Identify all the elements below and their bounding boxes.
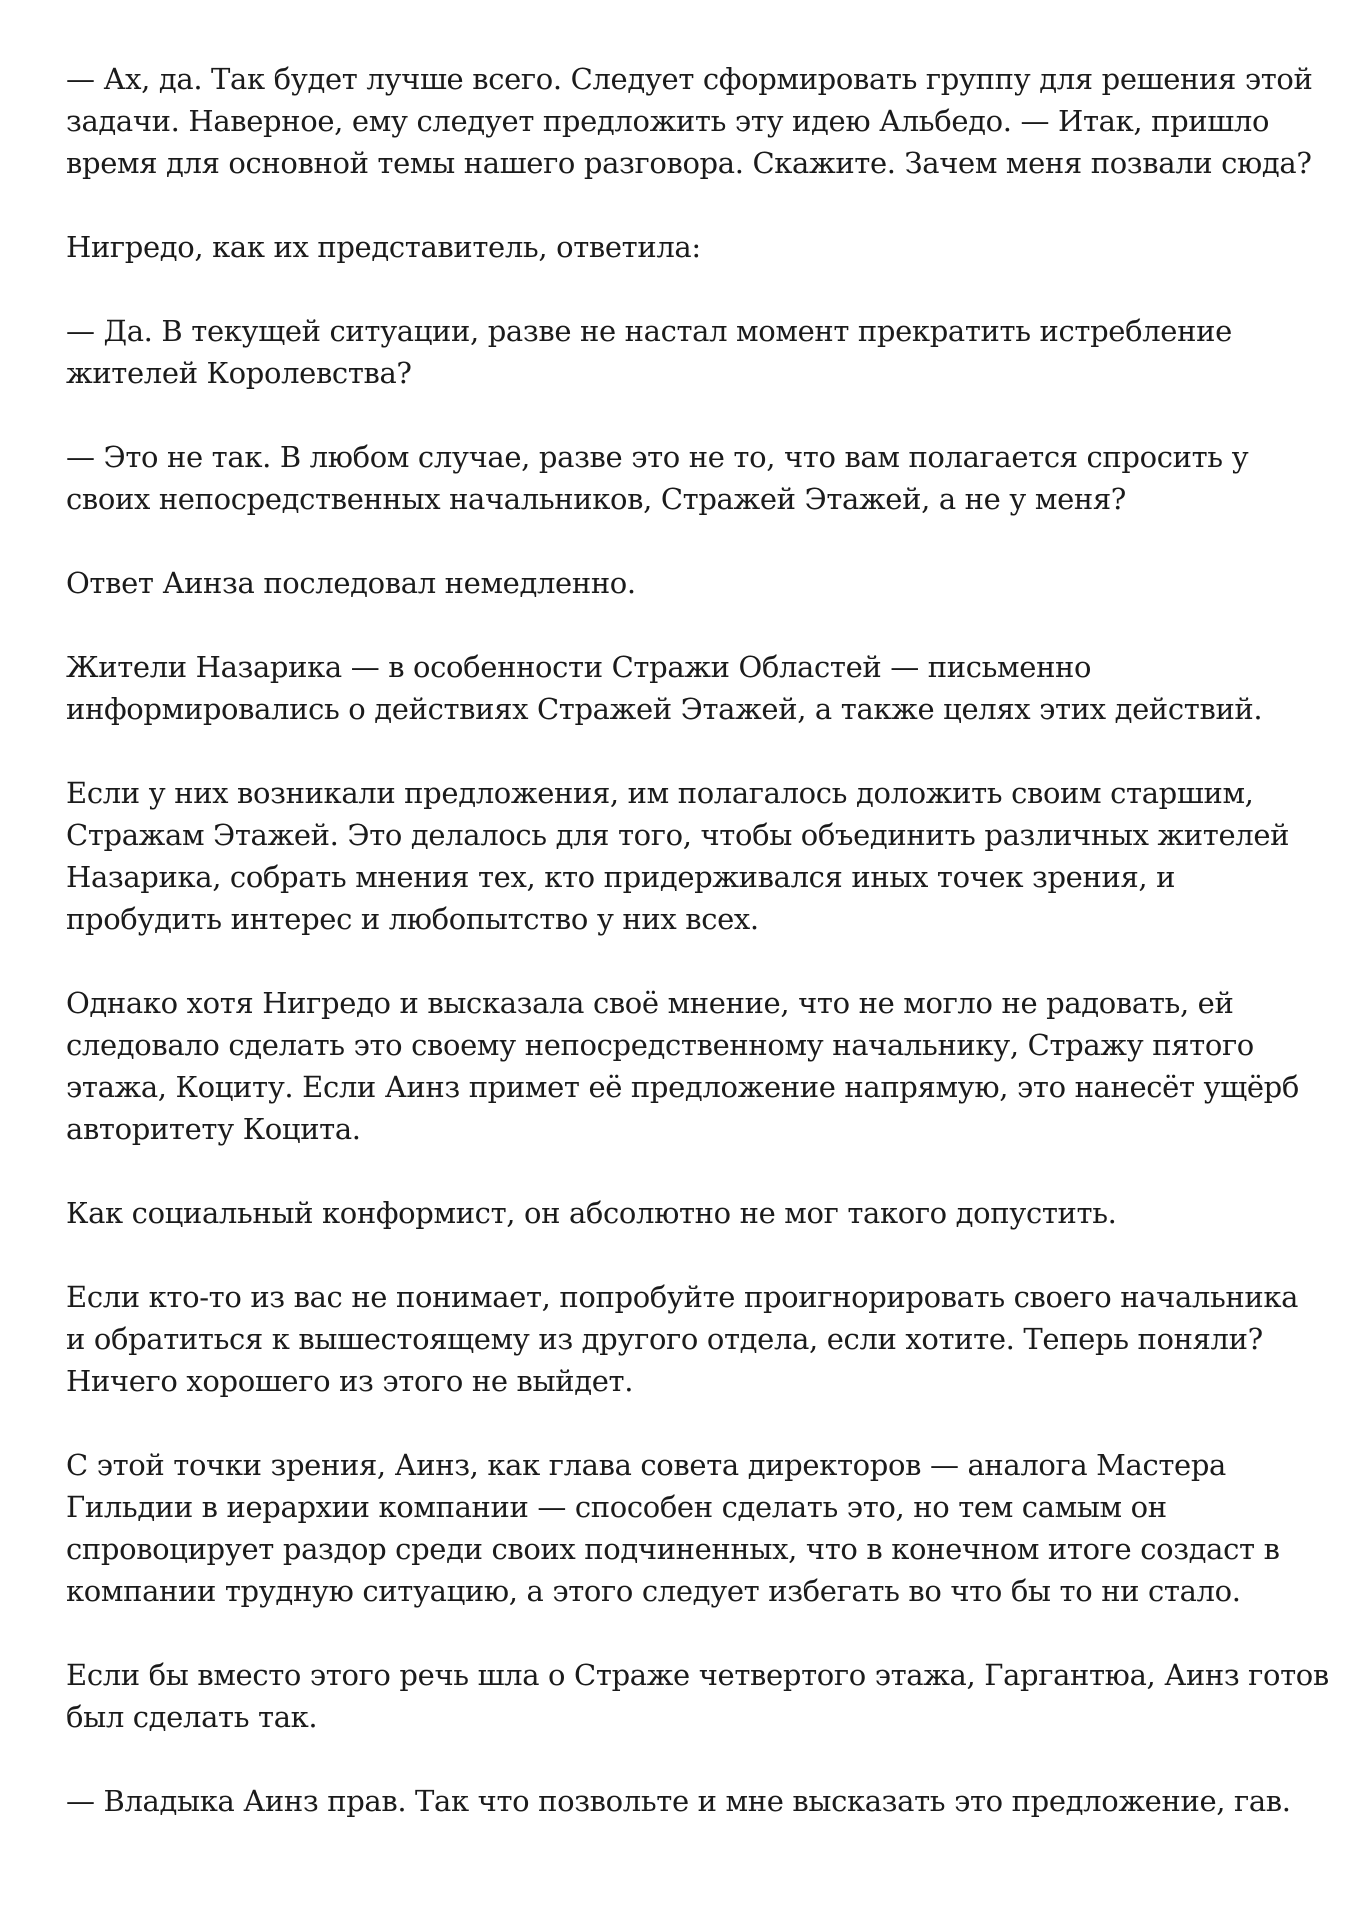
paragraph [66, 58, 1316, 184]
text-line: задачи. Наверное, ему следует предложить эту идею Альбедо. — Итак, пришло [66, 104, 1270, 138]
text-line: время для основной темы нашего разговора. Скажите. Зачем меня позвали сюда? [66, 146, 1312, 180]
paragraph [66, 772, 1316, 940]
paragraph [66, 1780, 1316, 1822]
text-line: компании трудную ситуацию, а этого следует избегать во что бы то ни стало. [66, 1574, 1241, 1608]
text-line: Если кто-то из вас не понимает, попробуйте проигнорировать своего начальника [66, 1280, 1299, 1314]
text-line: пробудить интерес и любопытство у них всех. [66, 902, 759, 936]
paragraph [66, 562, 1316, 604]
text-line: Ничего хорошего из этого не выйдет. [66, 1364, 634, 1398]
text-line: — Владыка Аинз прав. Так что позвольте и мне высказать это предложение, гав. [66, 1784, 1291, 1818]
text-line: своих непосредственных начальников, Стражей Этажей, а не у меня? [66, 482, 1127, 516]
text-line: Если у них возникали предложения, им полагалось доложить своим старшим, [66, 776, 1254, 810]
text-line: Стражам Этажей. Это делалось для того, чтобы объединить различных жителей [66, 818, 1290, 852]
text-line: Назарика, собрать мнения тех, кто придерживался иных точек зрения, и [66, 860, 1176, 894]
paragraph [66, 310, 1316, 394]
text-line: этажа, Коциту. Если Аинз примет её предложение напрямую, это нанесёт ущёрб [66, 1070, 1300, 1104]
paragraph [66, 646, 1316, 730]
text-line: — Да. В текущей ситуации, разве не настал момент прекратить истребление [66, 314, 1232, 348]
text-line: следовало сделать это своему непосредственному начальнику, Стражу пятого [66, 1028, 1254, 1062]
text-line: Нигредо, как их представитель, ответила: [66, 230, 701, 264]
paragraph [66, 1654, 1329, 1738]
paragraph [66, 1444, 1316, 1612]
text-line: Ответ Аинза последовал немедленно. [66, 566, 636, 600]
text-line: Если бы вместо этого речь шла о Страже четвертого этажа, Гаргантюа, Аинз готов [66, 1658, 1329, 1692]
paragraph [66, 982, 1316, 1150]
text-line: С этой точки зрения, Аинз, как глава совета директоров — аналога Мастера [66, 1448, 1226, 1482]
text-line: авторитету Коцита. [66, 1112, 361, 1146]
text-line: Однако хотя Нигредо и высказала своё мнение, что не могло не радовать, ей [66, 986, 1234, 1020]
text-line: был сделать так. [66, 1700, 318, 1734]
text-line: жителей Королевства? [66, 356, 412, 390]
text-line: информировались о действиях Стражей Этажей, а также целях этих действий. [66, 692, 1263, 726]
paragraph [66, 436, 1316, 520]
text-line: — Ах, да. Так будет лучше всего. Следует сформировать группу для решения этой [66, 62, 1313, 96]
text-line: спровоцирует раздор среди своих подчиненных, что в конечном итоге создаст в [66, 1532, 1280, 1566]
text-line: — Это не так. В любом случае, разве это не то, что вам полагается спросить у [66, 440, 1249, 474]
paragraph [66, 226, 1316, 268]
text-line: Гильдии в иерархии компании — способен сделать это, но тем самым он [66, 1490, 1167, 1524]
document-page [66, 58, 1329, 1864]
text-line: и обратиться к вышестоящему из другого отдела, если хотите. Теперь поняли? [66, 1322, 1263, 1356]
text-line: Жители Назарика — в особенности Стражи Областей — письменно [66, 650, 1092, 684]
paragraph [66, 1276, 1316, 1402]
paragraph [66, 1192, 1316, 1234]
text-line: Как социальный конформист, он абсолютно не мог такого допустить. [66, 1196, 1117, 1230]
